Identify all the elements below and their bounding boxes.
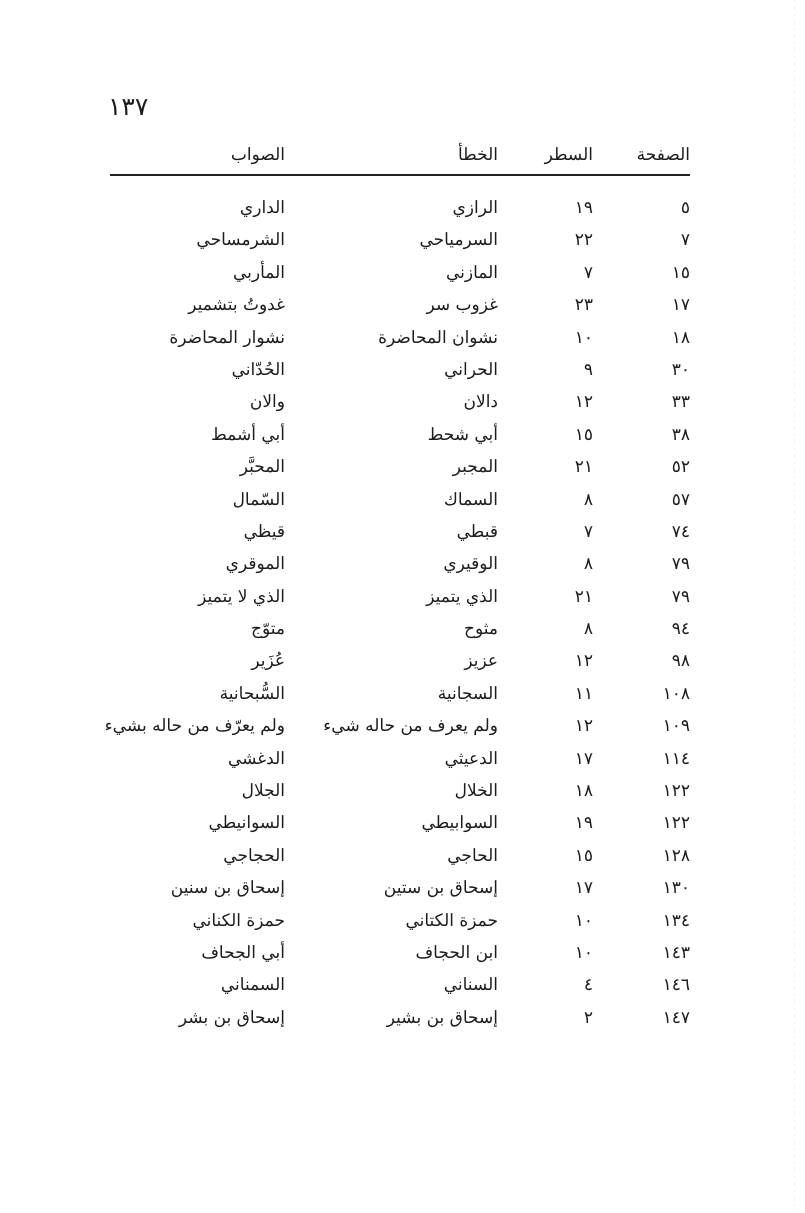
cell-correct: والان xyxy=(249,392,285,413)
cell-correct: الشرمساحي xyxy=(196,230,285,251)
cell-wrong: السوابيطي xyxy=(421,813,498,834)
cell-line: ١٠ xyxy=(574,942,593,963)
cell-correct: قيظي xyxy=(243,521,285,542)
cell-correct: حمزة الكناني xyxy=(192,910,285,931)
cell-line: ١٢ xyxy=(574,716,593,737)
cell-wrong: الوقيري xyxy=(443,554,498,575)
cell-correct: إسحاق بن سنين xyxy=(170,878,285,899)
table-row xyxy=(110,420,690,452)
cell-correct: السمناني xyxy=(220,975,285,996)
cell-correct: الموقري xyxy=(225,554,285,575)
cell-correct: ولم يعرّف من حاله بشيء xyxy=(104,716,285,737)
cell-correct: متوّج xyxy=(251,619,285,640)
table-row xyxy=(110,906,690,938)
table-body xyxy=(104,193,690,1035)
table-row xyxy=(110,452,690,484)
table-row xyxy=(110,679,690,711)
table-row xyxy=(110,582,690,614)
cell-line: ١٢ xyxy=(574,651,593,672)
table-row xyxy=(110,776,690,808)
cell-line: ٤ xyxy=(583,975,593,996)
table-row xyxy=(110,387,690,419)
table-row xyxy=(110,485,690,517)
cell-correct: المحبَّر xyxy=(239,457,285,478)
cell-line: ١٥ xyxy=(574,424,593,445)
cell-page: ١٢٢ xyxy=(662,781,690,802)
table-row xyxy=(110,938,690,970)
cell-line: ١٧ xyxy=(574,878,593,899)
cell-wrong: ولم يعرف من حاله شيء xyxy=(323,716,498,737)
cell-line: ١٨ xyxy=(574,781,593,802)
table-row xyxy=(110,290,690,322)
cell-line: ١٠ xyxy=(574,327,593,348)
cell-line: ٢٢ xyxy=(574,230,593,251)
cell-line: ١١ xyxy=(574,683,593,704)
table-header xyxy=(110,136,690,174)
cell-wrong: السرمياحي xyxy=(419,230,498,251)
cell-wrong: قبطي xyxy=(456,521,498,542)
cell-line: ١٩ xyxy=(574,813,593,834)
errata-table xyxy=(104,136,690,1035)
cell-correct: السوانيطي xyxy=(208,813,285,834)
cell-correct: السّمال xyxy=(232,489,285,510)
cell-wrong: السناني xyxy=(443,975,498,996)
cell-correct: الداري xyxy=(239,198,285,218)
table-row xyxy=(110,517,690,549)
cell-line: ٩ xyxy=(583,359,593,380)
header-wrong: الخطأ xyxy=(457,145,498,165)
cell-page: ١٣٤ xyxy=(662,910,690,931)
cell-line: ٧ xyxy=(583,262,593,283)
cell-line: ١٧ xyxy=(574,748,593,769)
table-row xyxy=(110,225,690,257)
cell-wrong: مثوح xyxy=(464,619,498,640)
header-rule xyxy=(110,174,690,176)
cell-line: ٢١ xyxy=(574,586,593,607)
cell-wrong: ابن الحجاف xyxy=(415,942,498,963)
cell-line: ١٠ xyxy=(574,910,593,931)
cell-wrong: أبي شحط xyxy=(427,424,498,445)
cell-page: ١٤٣ xyxy=(662,942,690,963)
cell-page: ٩٨ xyxy=(671,651,690,672)
table-row xyxy=(110,873,690,905)
cell-correct: السُّبحانية xyxy=(219,683,285,704)
table-row xyxy=(104,711,690,743)
cell-page: ٣٣ xyxy=(671,392,690,413)
table-row xyxy=(110,193,690,225)
cell-wrong: الخلال xyxy=(454,781,498,802)
cell-line: ٢١ xyxy=(574,457,593,478)
cell-page: ١٠٨ xyxy=(662,683,690,704)
table-row xyxy=(110,646,690,678)
cell-correct: نشوار المحاضرة xyxy=(169,327,285,348)
cell-wrong: المجبر xyxy=(452,457,498,478)
cell-line: ٧ xyxy=(583,521,593,542)
cell-page: ٣٠ xyxy=(671,359,690,380)
cell-wrong: غزوب سر xyxy=(426,295,498,316)
cell-page: ١٨ xyxy=(671,327,690,348)
header-line: السطر xyxy=(544,145,593,165)
cell-correct: إسحاق بن بشر xyxy=(178,1007,285,1028)
cell-page: ١٠٩ xyxy=(662,716,690,737)
cell-line: ٨ xyxy=(583,489,593,510)
cell-correct: الحُدّاني xyxy=(231,359,285,380)
cell-line: ٨ xyxy=(583,554,593,575)
cell-correct: الذي لا يتميز xyxy=(198,586,285,607)
cell-line: ٢ xyxy=(583,1007,593,1028)
cell-page: ٧٩ xyxy=(671,554,690,575)
cell-page: ٣٨ xyxy=(671,424,690,445)
cell-page: ١٢٢ xyxy=(662,813,690,834)
cell-line: ١٢ xyxy=(574,392,593,413)
table-row xyxy=(110,744,690,776)
page-number: ١٣٧ xyxy=(108,92,149,121)
cell-wrong: إسحاق بن ستين xyxy=(383,878,498,899)
cell-correct: أبي الجحاف xyxy=(201,942,285,963)
cell-page: ١٧ xyxy=(671,295,690,316)
cell-line: ١٥ xyxy=(574,845,593,866)
cell-page: ١٢٨ xyxy=(662,845,690,866)
header-correct: الصواب xyxy=(230,145,285,165)
table-row xyxy=(110,323,690,355)
cell-wrong: الذي يتميز xyxy=(426,586,498,607)
cell-page: ٧ xyxy=(680,230,690,251)
cell-wrong: نشوان المحاضرة xyxy=(378,327,498,348)
cell-wrong: حمزة الكتاني xyxy=(405,910,498,931)
cell-wrong: الدعيثي xyxy=(444,748,498,769)
table-row xyxy=(110,808,690,840)
cell-page: ٩٤ xyxy=(671,619,690,640)
cell-page: ١٤٦ xyxy=(662,975,690,996)
table-row xyxy=(110,841,690,873)
cell-correct: عُزَير xyxy=(251,651,285,672)
cell-wrong: دالان xyxy=(463,392,498,413)
table-row xyxy=(110,614,690,646)
table-row xyxy=(110,549,690,581)
cell-correct: الدغشي xyxy=(227,748,285,769)
cell-wrong: السجانية xyxy=(437,683,498,704)
cell-wrong: السماك xyxy=(443,489,498,510)
cell-correct: المأربي xyxy=(232,262,285,283)
cell-page: ١٣٠ xyxy=(662,878,690,899)
cell-page: ٧٤ xyxy=(671,521,690,542)
cell-correct: غدوتُ بتشمير xyxy=(188,295,285,316)
cell-wrong: الحراني xyxy=(444,359,498,380)
table-row xyxy=(110,1003,690,1035)
table-row xyxy=(110,258,690,290)
header-page: الصفحة xyxy=(636,145,690,165)
cell-wrong: إسحاق بن بشير xyxy=(386,1007,498,1028)
cell-correct: الجلال xyxy=(241,781,285,802)
cell-wrong: الرازي xyxy=(452,198,498,218)
cell-correct: الحجاجي xyxy=(223,845,285,866)
cell-wrong: المازني xyxy=(445,262,498,283)
cell-wrong: عزيز xyxy=(464,651,498,672)
table-row xyxy=(110,970,690,1002)
cell-page: ٥٧ xyxy=(671,489,690,510)
cell-page: ١٤٧ xyxy=(662,1007,690,1028)
scan-edge-artifact xyxy=(794,0,795,1213)
cell-line: ٢٣ xyxy=(574,295,593,316)
cell-line: ٨ xyxy=(583,619,593,640)
cell-page: ١١٤ xyxy=(662,748,690,769)
cell-page: ٥ xyxy=(680,198,690,218)
cell-page: ١٥ xyxy=(671,262,690,283)
cell-page: ٧٩ xyxy=(671,586,690,607)
cell-line: ١٩ xyxy=(574,198,593,218)
cell-wrong: الحاجي xyxy=(447,845,498,866)
cell-page: ٥٢ xyxy=(671,457,690,478)
cell-correct: أبي أشمط xyxy=(211,424,285,445)
table-row xyxy=(110,355,690,387)
